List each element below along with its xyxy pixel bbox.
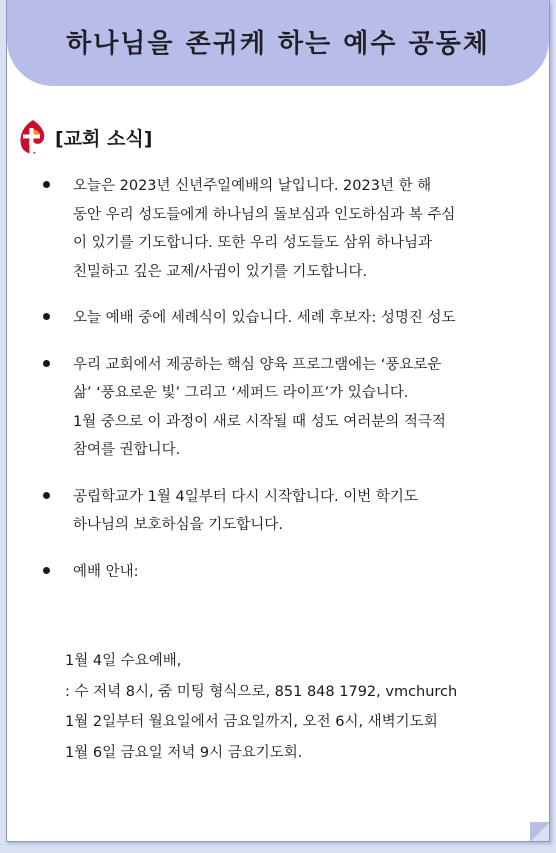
item-line: 오늘 예배 중에 세례식이 있습니다. 세례 후보자: 성명진 성도 bbox=[73, 310, 456, 326]
item-line: 참여를 권합니다. bbox=[73, 442, 181, 458]
item-line: 우리 교회에서 제공하는 핵심 양육 프로그램에는 ‘풍요로운 bbox=[73, 356, 442, 373]
news-list bbox=[37, 172, 547, 604]
item-line: 하나님의 보호하심을 기도합니다. bbox=[73, 517, 283, 533]
cross-flame-icon bbox=[17, 118, 49, 156]
item-line: 공립학교가 1월 4일부터 다시 시작합니다. 이번 학기도 bbox=[73, 488, 418, 505]
bullet-icon bbox=[43, 492, 50, 499]
list-item bbox=[37, 558, 547, 587]
bullet-icon bbox=[43, 181, 50, 188]
bulletin-page bbox=[6, 0, 550, 842]
page-fold bbox=[530, 822, 550, 842]
section-header bbox=[17, 117, 152, 157]
list-item bbox=[37, 483, 547, 540]
item-line: 동안 우리 성도들에게 하나님의 돌보심과 인도하심과 복 주심 bbox=[73, 206, 456, 223]
schedule-line: 1월 4일 수요예배, bbox=[65, 653, 182, 669]
item-line: 오늘은 2023년 신년주일예배의 날입니다. 2023년 한 해 bbox=[73, 178, 432, 194]
item-line: 친밀하고 깊은 교제/사귐이 있기를 기도합니다. bbox=[73, 263, 368, 280]
schedule-list bbox=[65, 646, 550, 768]
list-item bbox=[37, 172, 547, 286]
bullet-icon bbox=[43, 360, 50, 367]
section-title: [교회 소식] bbox=[55, 127, 153, 150]
item-line: 1월 중으로 이 과정이 새로 시작될 때 성도 여러분의 적극적 bbox=[73, 413, 446, 430]
list-item bbox=[37, 304, 547, 333]
item-line: 예배 안내: bbox=[73, 563, 139, 580]
schedule-line: : 수 저녁 8시, 줌 미팅 형식으로, 851 848 1792, vmchurch bbox=[65, 683, 458, 700]
item-line: 이 있기를 기도합니다. 또한 우리 성도들도 삼위 하나님과 bbox=[73, 235, 433, 251]
schedule-line: 1월 2일부터 월요일에서 금요일까지, 오전 6시, 새벽기도회 bbox=[65, 714, 438, 730]
bullet-icon bbox=[43, 567, 50, 574]
schedule-line: 1월 6일 금요일 저녁 9시 금요기도회. bbox=[65, 744, 303, 761]
bullet-icon bbox=[43, 313, 50, 320]
header-banner bbox=[7, 0, 549, 86]
banner-title: 하나님을 존귀케 하는 예수 공동체 bbox=[66, 28, 490, 59]
item-line: 삶’ ‘풍요로운 빛’ 그리고 ‘세퍼드 라이프’가 있습니다. bbox=[73, 385, 409, 401]
list-item bbox=[37, 351, 547, 465]
